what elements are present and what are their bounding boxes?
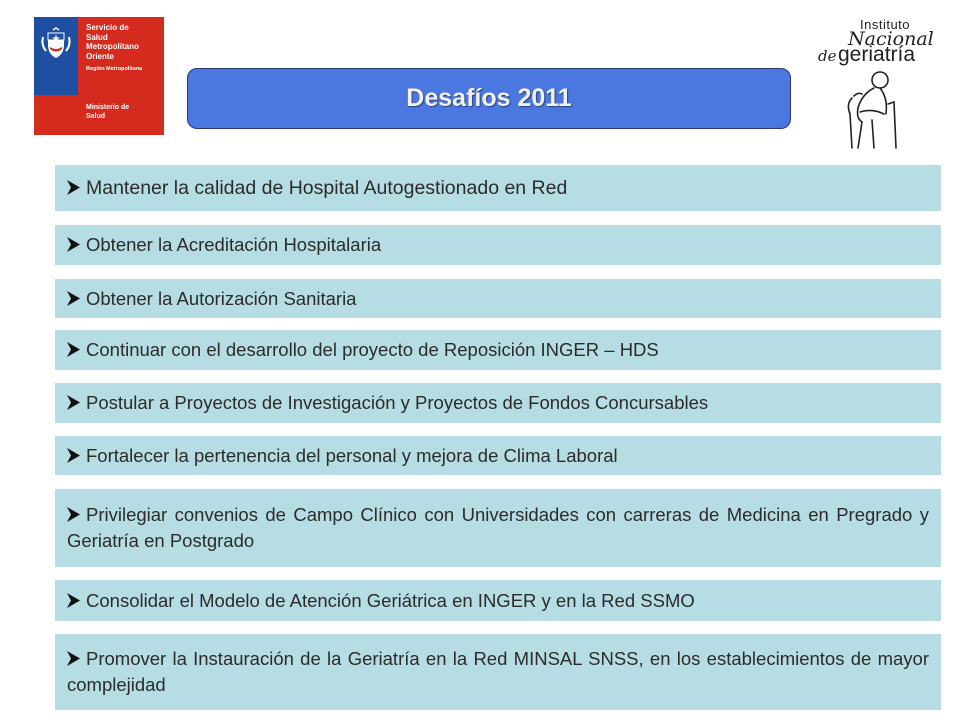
arrow-bullet-icon [67,237,80,252]
arrow-bullet-icon [67,342,80,357]
arrow-bullet-icon [67,448,80,463]
bullet-text: Fortalecer la pertenencia del personal y mejora de Clima Laboral [86,444,618,466]
bullet-text: Postular a Proyectos de Investigación y Proyectos de Fondos Concursables [86,392,709,413]
inger-logo [812,16,942,150]
bullet-text: Continuar con el desarrollo del proyecto de Reposición INGER – HDS [86,339,659,360]
ssmo-name: Servicio de Salud Metropolitano Oriente [86,23,139,61]
elderly-person-with-cane-icon [832,68,912,150]
bullet-text: Mantener la calidad de Hospital Autogestionado en Red [86,177,568,199]
inger-geriatria: geriatría [838,43,916,66]
arrow-bullet-icon [67,507,80,522]
arrow-bullet-icon [67,180,80,195]
bullet-item [55,165,941,211]
bullet-item [55,225,941,265]
bullet-item [55,580,941,621]
ssmo-text-block [78,17,164,135]
ssmo-flag-stripe [34,17,78,135]
inger-de: de [818,47,837,65]
ssmo-logo [34,17,164,135]
ssmo-ministry: Ministerio de Salud [86,104,130,120]
bullet-item [55,634,941,710]
bullet-item [55,383,941,423]
bullet-item [55,436,941,475]
arrow-bullet-icon [67,291,80,306]
bullet-text: Promover la Instauración de la Geriatría en la Red MINSAL SNSS, en los establecimientos de mayor complejidad [67,648,929,695]
chile-coat-of-arms-icon [39,27,73,61]
ssmo-region: Región Metropolitana [86,66,143,72]
arrow-bullet-icon [67,593,80,608]
arrow-bullet-icon [67,651,80,666]
bullet-text: Privilegiar convenios de Campo Clínico con Universidades con carreras de Medicina en Pregrado y Geriatría en Postgrado [67,504,929,551]
inger-instituto: Instituto [860,17,911,32]
bullet-text: Consolidar el Modelo de Atención Geriátrica en INGER y en la Red SSMO [86,589,695,611]
inger-nacional: Nacional [848,28,934,50]
bullet-item [55,489,941,567]
bullet-text: Obtener la Autorización Sanitaria [86,287,357,309]
title-banner [187,68,791,129]
bullet-item [55,330,941,370]
bullet-item [55,279,941,318]
page-title: Desafíos 2011 [406,84,572,112]
arrow-bullet-icon [67,395,80,410]
bullet-text: Obtener la Acreditación Hospitalaria [86,234,382,255]
